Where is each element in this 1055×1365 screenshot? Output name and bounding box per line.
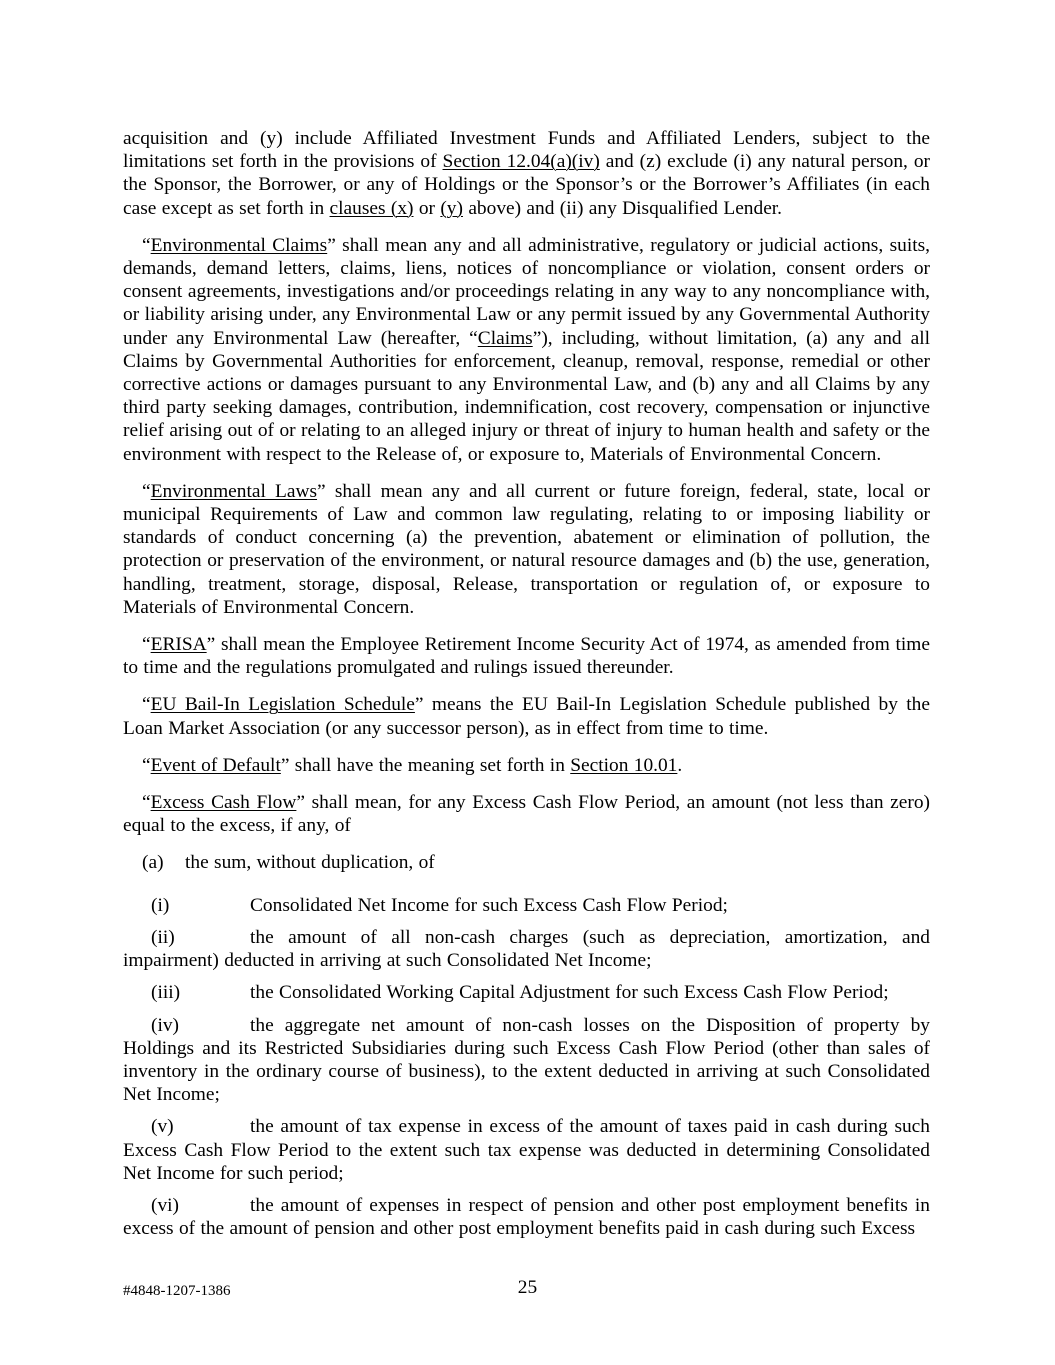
list-item-label: (ii) (151, 926, 175, 948)
paragraph (123, 791, 930, 837)
list-item (123, 1194, 930, 1240)
list-item (123, 1115, 930, 1185)
defined-term: Claims (477, 327, 533, 349)
text-run: the aggregate net amount of non-cash losses on the Disposition of property by Holdings and its Restricted Subsidiaries during such Excess Cash Flow Period (other than sales of inventory in the ordinary course of business), to the extent deducted in arriving at such Consolidated Net Income; (123, 1014, 930, 1106)
text-run: “ (142, 234, 151, 256)
paragraph (123, 234, 930, 466)
list-item-label: (iv) (151, 1014, 179, 1036)
text-run: “ (142, 694, 151, 716)
paragraph (123, 693, 930, 739)
footer-page-number: 25 (517, 1277, 538, 1298)
list-item (123, 851, 930, 874)
list-item (123, 1014, 930, 1107)
text-run: the amount of expenses in respect of pension and other post employment benefits in excess of the amount of pension and other post employment benefits paid in cash during such Excess (123, 1194, 930, 1240)
text-run: above) and (ii) any Disqualified Lender. (462, 197, 783, 219)
paragraph (123, 127, 930, 220)
list-item (123, 894, 930, 917)
defined-term: Section 10.01 (570, 754, 678, 776)
text-run: ” means the EU Bail-In Legislation Schedule published by the Loan Market Association (or any successor person), as in effect from time to time. (123, 694, 930, 739)
text-run: the amount of tax expense in excess of the amount of taxes paid in cash during such Excess Cash Flow Period to the extent such tax expense was deducted in determining Consolidated Net Income for such period; (123, 1116, 930, 1184)
text-run: “ (142, 754, 151, 776)
defined-term: Environmental Claims (150, 234, 328, 256)
text-run: ”), including, without limitation, (a) any and all Claims by Governmental Authorities for enforcement, cleanup, removal, response, remedial or other corrective actions or damages pursuant to any Environmental Law, and (b) any and all Claims by any third party seeking damages, contribution, indemnification, cost recovery, compensation or injunctive relief arising out of or relating to an alleged injury or threat of injury to human health and safety or the environment with respect to the Release of, or exposure to, Materials of Environmental Concern. (123, 327, 930, 465)
text-run: ” shall mean the Employee Retirement Income Security Act of 1974, as amended from time to time and the regulations promulgated and rulings issued thereunder. (123, 634, 930, 679)
text-run: Consolidated Net Income for such Excess Cash Flow Period; (250, 894, 728, 916)
text-run: or (413, 197, 441, 219)
text-run: ” shall mean, for any Excess Cash Flow Period, an amount (not less than zero) equal to the excess, if any, of (123, 792, 930, 837)
text-run: the Consolidated Working Capital Adjustment for such Excess Cash Flow Period; (250, 982, 889, 1004)
document-body (123, 127, 930, 1249)
text-run: ” shall mean any and all administrative, regulatory or judicial actions, suits, demands, demand letters, claims, liens, notices of noncompliance or violation, consent orders or consent agreements, investigations and/or proceedings relating in any way to any noncompliance with, or liability arising under, any Environmental Law or any permit issued by any Governmental Authority under any Environmental Law (hereafter, “ (123, 234, 930, 349)
text-run: ” shall mean any and all current or future foreign, federal, state, local or municipal Requirements of Law and common law regulating, relating to or imposing liability or standards of conduct concerning (a) the prevention, abatement or elimination of pollution, the protection or preservation of the environment, or natural resource damages and (b) the use, generation, handling, treatment, storage, disposal, Release, transportation or regulation of, or exposure to Materials of Environmental Concern. (123, 480, 930, 618)
text-run: the sum, without duplication, of (185, 852, 435, 874)
text-run: ” shall have the meaning set forth in (280, 754, 571, 776)
defined-term: Section 12.04(a)(iv) (442, 151, 600, 173)
defined-term: Excess Cash Flow (150, 792, 297, 814)
footer-document-control-number: #4848-1207-1386 (123, 1283, 231, 1299)
text-run: . (677, 754, 683, 776)
text-run: “ (142, 480, 151, 502)
paragraph (123, 633, 930, 679)
text-run: “ (142, 634, 151, 656)
defined-term: Environmental Laws (150, 480, 318, 502)
list-item-label: (i) (151, 894, 170, 916)
list-item-label: (iii) (151, 982, 181, 1004)
list-item-label: (a) (142, 852, 164, 874)
list-item (123, 926, 930, 972)
defined-term: EU Bail-In Legislation Schedule (150, 694, 415, 716)
text-run: and (z) exclude (i) any natural person, or the Sponsor, the Borrower, or any of Holdings or the Sponsor’s or the Borrower’s Affiliates (in each case except as set forth in (123, 151, 930, 219)
defined-term: ERISA (150, 634, 207, 656)
defined-term: clauses (x) (329, 197, 414, 219)
text-run: the amount of all non-cash charges (such as depreciation, amortization, and impairment) deducted in arriving at such Consolidated Net Income; (123, 926, 930, 972)
list-item-label: (v) (151, 1116, 174, 1138)
text-run: “ (142, 792, 151, 814)
list-item (123, 981, 930, 1004)
text-run: acquisition and (y) include Affiliated Investment Funds and Affiliated Lenders, subject to the limitations set forth in the provisions of (123, 128, 930, 173)
defined-term: (y) (440, 197, 463, 219)
paragraph (123, 754, 930, 777)
list-item-label: (vi) (151, 1194, 179, 1216)
defined-term: Event of Default (150, 754, 281, 776)
paragraph (123, 480, 930, 619)
